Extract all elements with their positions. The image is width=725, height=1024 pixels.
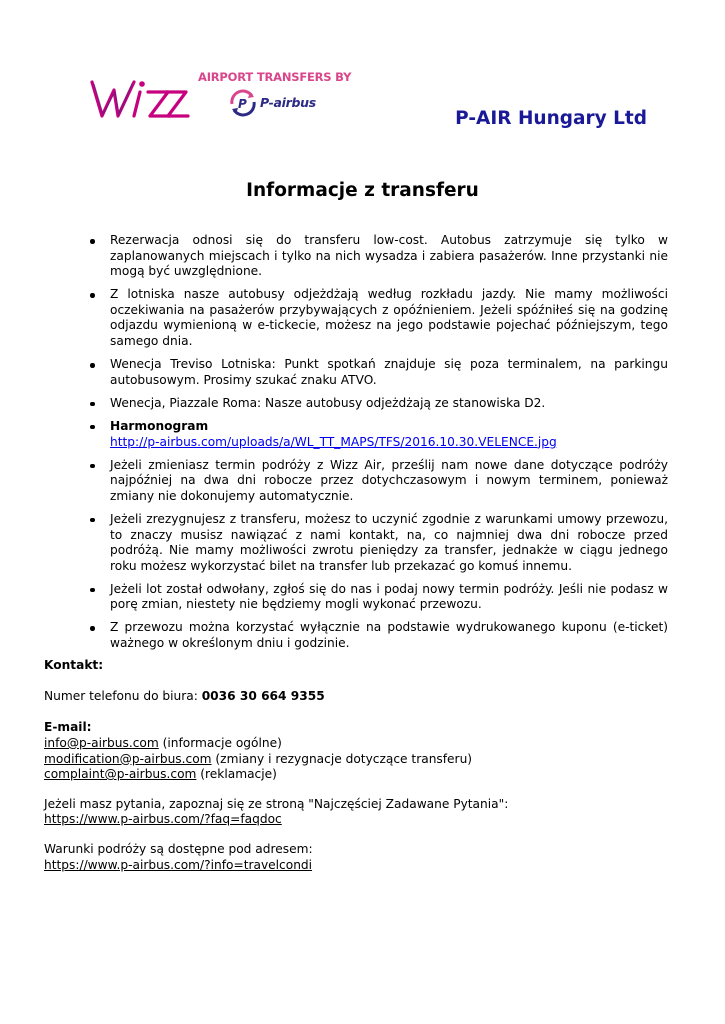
terms-link[interactable]: https://www.p-airbus.com/?info=travelcondi <box>44 857 313 872</box>
list-item: Rezerwacja odnosi się do transferu low-cost. Autobus zatrzymuje się tylko w zaplanowanych miejscach i tylko na nich wysadza i zabiera pasażerów. Inne przystanki nie mogą być uwzględnione. <box>88 233 668 280</box>
document-title: Informacje z transferu <box>246 180 479 201</box>
email-complaint-note: (reklamacje) <box>196 767 277 782</box>
list-item: Wenecja, Piazzale Roma: Nasze autobusy odjeżdżają ze stanowiska D2. <box>88 396 668 412</box>
faq-link[interactable]: https://www.p-airbus.com/?faq=faqdoc <box>44 812 282 827</box>
schedule-heading: Harmonogram <box>110 418 209 433</box>
list-item: Jeżeli lot został odwołany, zgłoś się do nas i podaj nowy termin podróży. Jeśli nie podasz w porę zmian, niestety nie będziemy mogli wykonać przewozu. <box>88 582 668 613</box>
svg-text:P: P <box>238 97 247 111</box>
schedule-link[interactable]: http://p-airbus.com/uploads/a/WL_TT_MAPS/TFS/2016.10.30.VELENCE.jpg <box>110 434 557 449</box>
list-item: Jeżeli zmieniasz termin podróży z Wizz Air, prześlij nam nowe dane dotyczące podróży najpóźniej na dwa dni robocze przez dotychczasowym i nowym terminem, ponieważ zmiany nie dokonujemy automatycznie. <box>88 458 668 505</box>
email-info-link[interactable]: info@p-airbus.com <box>44 735 159 750</box>
email-info-note: (informacje ogólne) <box>158 735 282 750</box>
email-modification-link[interactable]: modification@p-airbus.com <box>44 751 212 766</box>
list-item: Jeżeli zrezygnujesz z transferu, możesz to uczynić zgodnie z warunkami umowy przewozu, to znaczy musisz nawiązać z nami kontakt, na, co najmniej dwa dni robocze przed podróżą. Nie mamy możliwości zwrotu pieniędzy za transfer, jednakże w ciągu jednego roku możesz wykorzystać bilet na transfer lub przekazać go komuś innemu. <box>88 512 668 574</box>
wizz-logo <box>88 72 192 124</box>
logo-brand: P-airbus <box>260 95 316 110</box>
info-list <box>88 233 668 659</box>
list-item: Z lotniska nasze autobusy odjeżdżają według rozkładu jazdy. Nie mamy możliwości oczekiwania na pasażerów przybywających z opóźnieniem. Jeżeli spóźniłeś się na godzinę odjazdu wymienioną w e-tickecie, możesz na jego podstawie pojechać późniejszym, tego samego dnia. <box>88 287 668 349</box>
terms-text: Warunki podróży są dostępne pod adresem: <box>44 841 313 856</box>
p-airbus-logo <box>198 70 368 128</box>
email-complaint-link[interactable]: complaint@p-airbus.com <box>44 767 197 782</box>
contact-heading: Kontakt: <box>44 658 104 672</box>
contact-section <box>44 658 684 873</box>
faq-text: Jeżeli masz pytania, zapoznaj się ze stroną "Najczęściej Zadawane Pytania": <box>44 796 509 811</box>
company-name: P-AIR Hungary Ltd <box>455 108 647 129</box>
list-item-schedule <box>88 419 668 450</box>
p-airbus-icon <box>228 88 258 118</box>
list-item: Z przewozu można korzystać wyłącznie na podstawie wydrukowanego kuponu (e-ticket) ważnego w określonym dniu i godzinie. <box>88 620 668 651</box>
email-heading: E-mail: <box>44 720 92 735</box>
email-modification-note: (zmiany i rezygnacje dotyczące transferu) <box>211 751 473 766</box>
phone-label: Numer telefonu do biura: <box>44 689 202 704</box>
phone-number: 0036 30 664 9355 <box>201 689 325 704</box>
logo-tagline: AIRPORT TRANSFERS BY <box>198 70 352 84</box>
list-item: Wenecja Treviso Lotniska: Punkt spotkań znajduje się poza terminalem, na parkingu autobusowym. Prosimy szukać znaku ATVO. <box>88 357 668 388</box>
